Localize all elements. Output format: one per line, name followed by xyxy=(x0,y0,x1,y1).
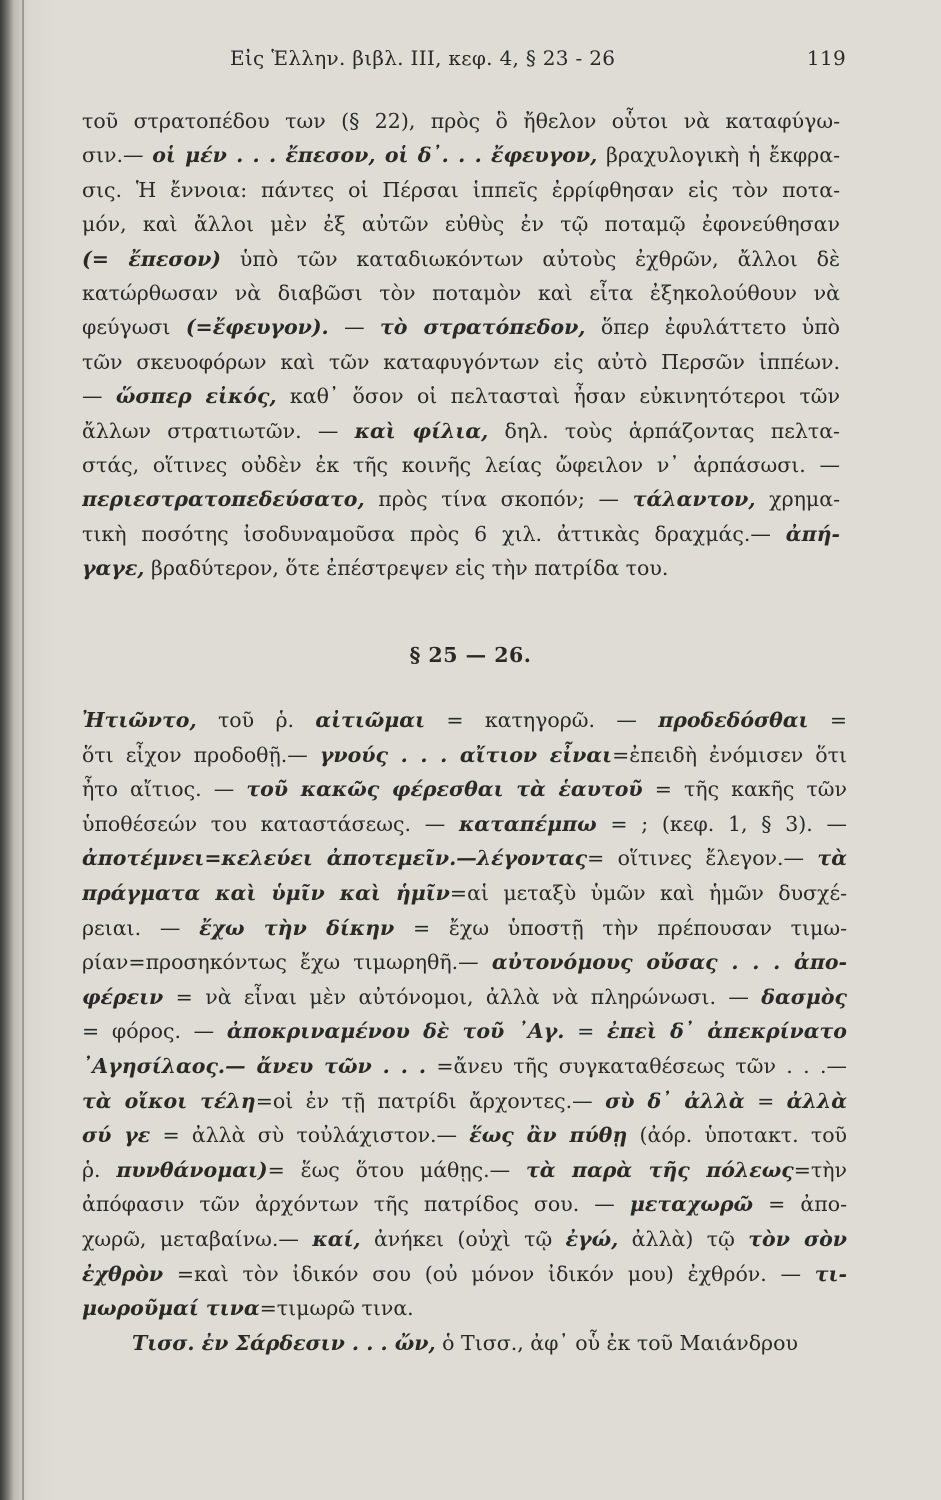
gloss-text: (ἀόρ. ὑποτακτ. τοῦ xyxy=(627,1123,847,1148)
gloss-text: χωρῶ, μεταβαίνω.— xyxy=(82,1226,313,1251)
book-spine-shadow xyxy=(22,0,24,1500)
lemma-bold-italic: περιεστρατοπεδεύσατο, xyxy=(82,487,365,512)
text-line xyxy=(82,517,840,551)
running-head: Εἰς Ἑλλην. βιβλ. III, κεφ. 4, § 23 - 26 xyxy=(230,46,616,70)
gloss-text: ἄλλων στρατιωτῶν. — xyxy=(82,418,355,443)
text-line xyxy=(82,1084,847,1119)
lemma-bold-italic: σύ γε xyxy=(82,1123,151,1148)
gloss-text: ἀπόφασιν τῶν ἀρχόντων τῆς πατρίδος σου. — xyxy=(82,1192,630,1217)
gloss-text: βραχυλογικὴ ἡ ἔκφρα- xyxy=(597,143,840,168)
gloss-text: ῥ. xyxy=(82,1157,117,1182)
lemma-bold-italic: Ἠτιῶντο, xyxy=(82,708,197,732)
gloss-text: = xyxy=(564,1019,607,1044)
text-line xyxy=(82,207,840,241)
gloss-text: = xyxy=(808,708,847,732)
text-line xyxy=(82,1153,847,1188)
lemma-bold-italic: ὥσπερ εἰκός, xyxy=(115,384,277,409)
text-line xyxy=(82,345,840,379)
text-line xyxy=(82,242,840,276)
lemma-bold-italic: ἀπή- xyxy=(785,521,840,546)
text-line xyxy=(82,1014,847,1049)
lemma-bold-italic: (= ἔπεσον) xyxy=(82,246,222,271)
text-line xyxy=(82,173,840,207)
gloss-text: ρειαι. — xyxy=(82,915,200,940)
lemma-bold-italic: ἐπεὶ δ᾽ ἀπεκρίνατο xyxy=(606,1019,847,1044)
text-line xyxy=(82,379,840,413)
text-line xyxy=(82,414,840,448)
lemma-bold-italic: φέρειν xyxy=(82,984,164,1009)
lemma-bold-italic: προδεδόσθαι xyxy=(658,708,809,732)
lemma-bold-italic: τὰ xyxy=(817,846,847,871)
text-line xyxy=(82,945,847,980)
gloss-text: = xyxy=(744,1088,787,1113)
gloss-text: μόν, καὶ ἄλλοι μὲν ἐξ αὐτῶν εὐθὺς ἐν τῷ ποταμῷ ἐφονεύθησαν xyxy=(82,212,840,237)
gloss-text: στάς, οἵτινες οὐδὲν ἐκ τῆς κοινῆς λείας ὤφειλον ν᾽ ἁρπάσωσι. — xyxy=(82,452,840,477)
text-line xyxy=(82,1257,847,1292)
gloss-text: =αἱ μεταξὺ ὑμῶν καὶ ἡμῶν δυσχέ- xyxy=(449,880,847,905)
gloss-text: = ἕως ὅτου μάθῃς.— xyxy=(267,1157,526,1182)
lemma-bold-italic: ἕως ἂν πύθῃ xyxy=(469,1123,628,1148)
text-line xyxy=(82,738,847,773)
gloss-text: =οἱ ἐν τῇ πατρίδι ἄρχοντες.— xyxy=(255,1088,606,1113)
lemma-bold-italic: γαγε, xyxy=(82,556,145,581)
gloss-text: ὅτι εἶχον προδοθῇ.— xyxy=(82,742,320,767)
lemma-bold-italic: τὰ παρὰ τῆς πόλεως xyxy=(525,1157,794,1182)
text-line xyxy=(82,876,847,911)
lemma-bold-italic: αἰτιῶμαι xyxy=(315,708,425,732)
page-header xyxy=(80,46,846,76)
gloss-text: σις. Ἡ ἔννοια: πάντες οἱ Πέρσαι ἱππεῖς ἐρρίφθησαν εἰς τὸν ποτα- xyxy=(82,177,840,202)
gloss-text: ὁ Τισσ., ἀφ᾽ οὗ ἐκ τοῦ Μαιάνδρου xyxy=(435,1330,798,1355)
lemma-bold-italic: ἀλλὰ xyxy=(786,1088,847,1113)
lemma-bold-italic: καὶ φίλια, xyxy=(354,418,489,443)
lemma-bold-italic: ᾽Αγησίλαος.— ἄνευ τῶν . . . xyxy=(82,1053,427,1078)
text-line xyxy=(82,482,840,516)
gloss-text: τοῦ ῥ. xyxy=(196,708,316,732)
gloss-text: φεύγωσι xyxy=(82,315,186,340)
gloss-text: καθ᾽ ὅσον οἱ πελτασταὶ ἦσαν εὐκινητότεροι τῶν xyxy=(276,384,840,409)
lemma-bold-italic: Τισσ. ἐν Σάρδεσιν . . . ὤν, xyxy=(132,1330,436,1355)
gloss-text: τῶν σκευοφόρων καὶ τῶν καταφυγόντων εἰς αὐτὸ Περσῶν ἱππέων. xyxy=(82,349,840,374)
commentary-section-25-26 xyxy=(82,703,847,1360)
lemma-bold-italic: πυνθάνομαι) xyxy=(116,1157,268,1182)
section-heading: § 25 — 26. xyxy=(409,643,532,667)
gloss-text: ὑπὸ τῶν καταδιωκόντων αὐτοὺς ἐχθρῶν, ἄλλοι δὲ xyxy=(221,246,840,271)
gloss-text: =καὶ τὸν ἰδικόν σου (οὐ μόνον ἰδικόν μου) ἐχθρόν. — xyxy=(163,1261,815,1286)
gloss-text: = οἵτινες ἔλεγον.— xyxy=(587,846,818,871)
gloss-text: σιν.— xyxy=(82,143,153,168)
lemma-bold-italic: καί, xyxy=(312,1226,361,1251)
text-line xyxy=(82,1291,847,1326)
text-line xyxy=(82,551,840,585)
lemma-bold-italic: μωροῦμαί τινα xyxy=(82,1296,260,1321)
gloss-text: ἀλλὰ) τῷ xyxy=(618,1226,749,1251)
gloss-text: τοῦ στρατοπέδου των (§ 22), πρὸς ὃ ἤθελον οὗτοι νὰ καταφύγω- xyxy=(82,109,840,133)
text-line xyxy=(82,807,847,842)
lemma-bold-italic: δασμὸς xyxy=(761,984,847,1009)
lemma-bold-italic: τὸν σὸν xyxy=(748,1226,847,1251)
lemma-bold-italic: ἐχθρὸν xyxy=(82,1261,164,1286)
lemma-bold-italic: τοῦ κακῶς φέρεσθαι τὰ ἑαυτοῦ xyxy=(246,777,643,802)
gloss-text: = κατηγορῶ. — xyxy=(425,708,659,732)
lemma-bold-italic: ἀποτέμνει=κελεύει ἀποτεμεῖν.—λέγοντας xyxy=(82,846,588,871)
gloss-text: = ἀπο- xyxy=(753,1192,847,1217)
gloss-text: = ἔχω ὑποστῇ τὴν πρέπουσαν τιμω- xyxy=(394,915,847,940)
gloss-text: =ἐπειδὴ ἐνόμισεν ὅτι xyxy=(612,742,847,767)
gloss-text: = νὰ εἶναι μὲν αὐτόνομοι, ἀλλὰ νὰ πληρώνωσι. — xyxy=(163,984,762,1009)
text-line xyxy=(82,276,840,310)
gloss-text: = ἀλλὰ σὺ τοὐλάχιστον.— xyxy=(150,1123,470,1148)
text-line xyxy=(82,772,847,807)
gloss-text: τικὴ ποσότης ἰσοδυναμοῦσα πρὸς 6 χιλ. ἀττικὰς δραχμάς.— xyxy=(82,521,786,546)
text-line xyxy=(82,841,847,876)
gloss-text: βραδύτερον, ὅτε ἐπέστρεψεν εἰς τὴν πατρίδα του. xyxy=(144,556,669,581)
text-line xyxy=(82,1118,847,1153)
gloss-text: — xyxy=(328,315,380,340)
text-line xyxy=(82,980,847,1015)
gloss-text: ὅπερ ἐφυλάττετο ὑπὸ xyxy=(585,315,840,340)
gloss-text: κατώρθωσαν νὰ διαβῶσι τὸν ποταμὸν καὶ εἶτα ἐξηκολούθουν νὰ xyxy=(82,280,840,305)
text-line xyxy=(82,138,840,172)
lemma-bold-italic: καταπέμπω xyxy=(458,811,597,836)
lemma-bold-italic: ἔχω τὴν δίκην xyxy=(199,915,395,940)
text-line xyxy=(82,1326,847,1361)
lemma-bold-italic: πράγματα καὶ ὑμῖν καὶ ἡμῖν xyxy=(82,880,450,905)
commentary-section-23-24 xyxy=(82,104,840,585)
page-number: 119 xyxy=(806,46,846,70)
gloss-text: δηλ. τοὺς ἁρπάζοντας πελτα- xyxy=(488,418,840,443)
gloss-text: =τιμωρῶ τινα. xyxy=(259,1296,414,1321)
lemma-bold-italic: γνούς . . . αἴτιον εἶναι xyxy=(319,742,613,767)
lemma-bold-italic: αὐτονόμους οὔσας . . . ἀπο- xyxy=(491,950,847,975)
gloss-text: χρημα- xyxy=(755,487,840,512)
lemma-bold-italic: τι- xyxy=(814,1261,847,1286)
text-line xyxy=(82,104,840,138)
text-line xyxy=(82,703,847,738)
gloss-text: = φόρος. — xyxy=(82,1019,227,1044)
gloss-text: =τὴν xyxy=(793,1157,847,1182)
lemma-bold-italic: οἱ μέν . . . ἔπεσον, οἱ δ᾽. . . ἔφευγον, xyxy=(152,143,598,168)
text-line xyxy=(82,911,847,946)
lemma-bold-italic: τάλαντον, xyxy=(632,487,756,512)
gloss-text: ἦτο αἴτιος. — xyxy=(82,777,247,802)
lemma-bold-italic: ἀποκριναμένου δὲ τοῦ ᾽Αγ. xyxy=(226,1019,565,1044)
gloss-text: = τῆς κακῆς τῶν xyxy=(642,777,847,802)
lemma-bold-italic: ἐγώ, xyxy=(565,1226,619,1251)
lemma-bold-italic: μεταχωρῶ xyxy=(629,1192,754,1217)
lemma-bold-italic: (=ἔφευγον). xyxy=(185,315,329,340)
gloss-text: ρίαν=προσηκόντως ἔχω τιμωρηθῆ.— xyxy=(82,950,492,975)
gloss-text: =ἄνευ τῆς συγκαταθέσεως τῶν . . .— xyxy=(426,1053,847,1078)
gloss-text: = ; (κεφ. 1, § 3). — xyxy=(596,811,847,836)
gloss-text: — xyxy=(82,384,116,409)
lemma-bold-italic: σὺ δ᾽ ἀλλὰ xyxy=(605,1088,745,1113)
text-line xyxy=(82,448,840,482)
text-line xyxy=(82,1187,847,1222)
text-line xyxy=(82,1049,847,1084)
text-line xyxy=(82,1222,847,1257)
gloss-text: ἀνήκει (οὐχὶ τῷ xyxy=(360,1226,566,1251)
lemma-bold-italic: τὸ στρατόπεδον, xyxy=(379,315,586,340)
text-line xyxy=(82,310,840,344)
lemma-bold-italic: τὰ οἴκοι τέλη xyxy=(82,1088,256,1113)
gloss-text: ὑποθέσεών του καταστάσεως. — xyxy=(82,811,459,836)
gloss-text: πρὸς τίνα σκοπόν; — xyxy=(364,487,633,512)
